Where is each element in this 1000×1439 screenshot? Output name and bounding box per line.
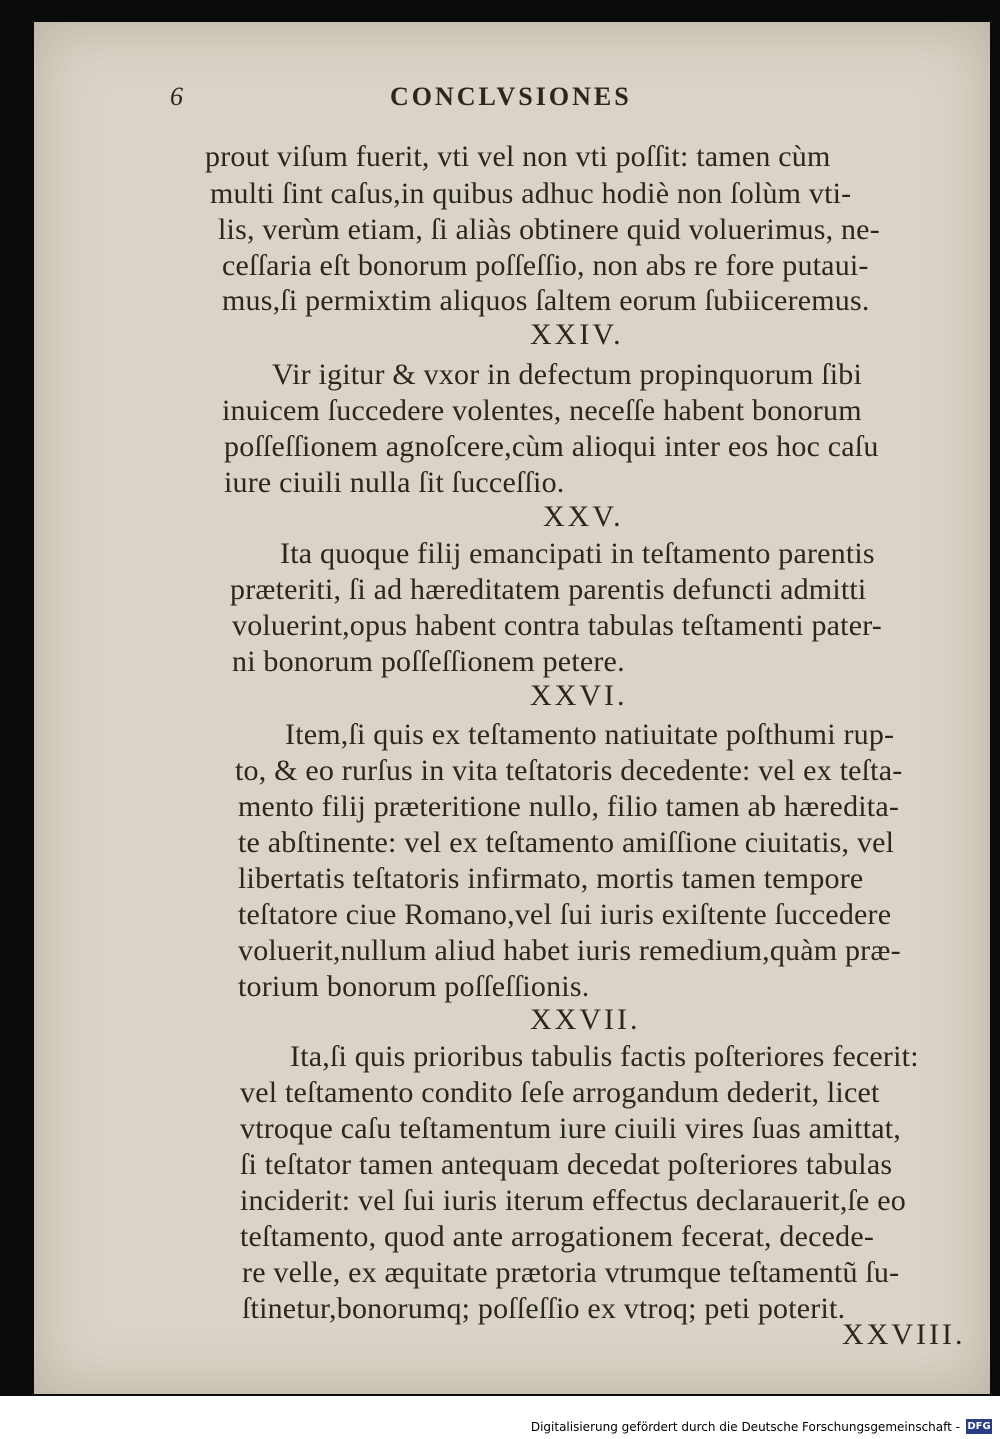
text-line: voluerit,nullum aliud habet iuris remedium,quàm præ-: [238, 934, 901, 967]
text-line: Ita quoque filij emancipati in teſtamento parentis: [280, 537, 875, 570]
dfg-logo: DFG: [967, 1421, 991, 1432]
section-heading: XXVII.: [530, 1003, 641, 1036]
text-line: vel teſtamento condito ſeſe arrogandum dederit, licet: [240, 1076, 880, 1109]
text-line: libertatis teſtatoris infirmato, mortis tamen tempore: [238, 862, 864, 895]
section-heading: XXV.: [543, 500, 624, 533]
text-line: prout viſum fuerit, vti vel non vti poſſit: tamen cùm: [205, 140, 831, 173]
text-line: Ita,ſi quis prioribus tabulis factis poſteriores fecerit:: [290, 1040, 919, 1073]
text-line: mento filij præteritione nullo, filio tamen ab hæredita-: [238, 790, 900, 823]
text-line: re velle, ex æquitate prætoria vtrumque teſtamentũ ſu-: [242, 1256, 900, 1289]
text-line: teſtamento, quod ante arrogationem fecerat, decede-: [240, 1220, 875, 1253]
text-line: lis, verùm etiam, ſi aliàs obtinere quid voluerimus, ne-: [218, 213, 880, 246]
text-line: præteriti, ſi ad hæreditatem parentis defuncti admitti: [230, 573, 867, 606]
text-line: teſtatore ciue Romano,vel ſui iuris exiſtente ſuccedere: [238, 898, 892, 931]
text-line: poſſeſſionem agnoſcere,cùm alioqui inter eos hoc caſu: [224, 430, 879, 463]
text-line: mus,ſi permixtim aliquos ſaltem eorum ſubiiceremus.: [222, 284, 870, 317]
text-line: ni bonorum poſſeſſionem petere.: [232, 645, 625, 678]
text-line: torium bonorum poſſeſſionis.: [238, 970, 590, 1003]
digitization-credit: Digitalisierung gefördert durch die Deutsche Forschungsgemeinschaft -: [530, 1420, 960, 1434]
text-line: inuicem ſuccedere volentes, neceſſe habent bonorum: [222, 394, 862, 427]
text-line: iure ciuili nulla ſit ſucceſſio.: [224, 466, 565, 499]
text-line: Item,ſi quis ex teſtamento natiuitate poſthumi rup-: [285, 718, 895, 751]
text-line: ſi teſtator tamen antequam decedat poſteriores tabulas: [240, 1148, 893, 1181]
text-line: ceſſaria eſt bonorum poſſeſſio, non abs re fore putaui-: [222, 249, 869, 282]
text-line: ſtinetur,bonorumq; poſſeſſio ex vtroq; peti poterit.: [242, 1292, 846, 1325]
text-line: te abſtinente: vel ex teſtamento amiſſione ciuitatis, vel: [238, 826, 895, 859]
page-number: 6: [170, 82, 183, 111]
catchword-heading: XXVIII.: [842, 1318, 966, 1351]
text-line: vtroque caſu teſtamentum iure ciuili vires ſuas amittat,: [240, 1112, 902, 1145]
text-line: Vir igitur & vxor in defectum propinquorum ſibi: [272, 358, 863, 391]
section-heading: XXVI.: [530, 679, 628, 712]
text-line: inciderit: vel ſui iuris iterum effectus declarauerit,ſe eo: [240, 1184, 906, 1217]
running-head: CONCLVSIONES: [390, 82, 632, 111]
text-line: voluerint,opus habent contra tabulas teſtamenti pater-: [232, 609, 882, 642]
text-line: multi ſint caſus,in quibus adhuc hodiè non ſolùm vti-: [210, 177, 852, 210]
text-line: to, & eo rurſus in vita teſtatoris decedente: vel ex teſta-: [235, 754, 903, 787]
section-heading: XXIV.: [530, 318, 624, 351]
